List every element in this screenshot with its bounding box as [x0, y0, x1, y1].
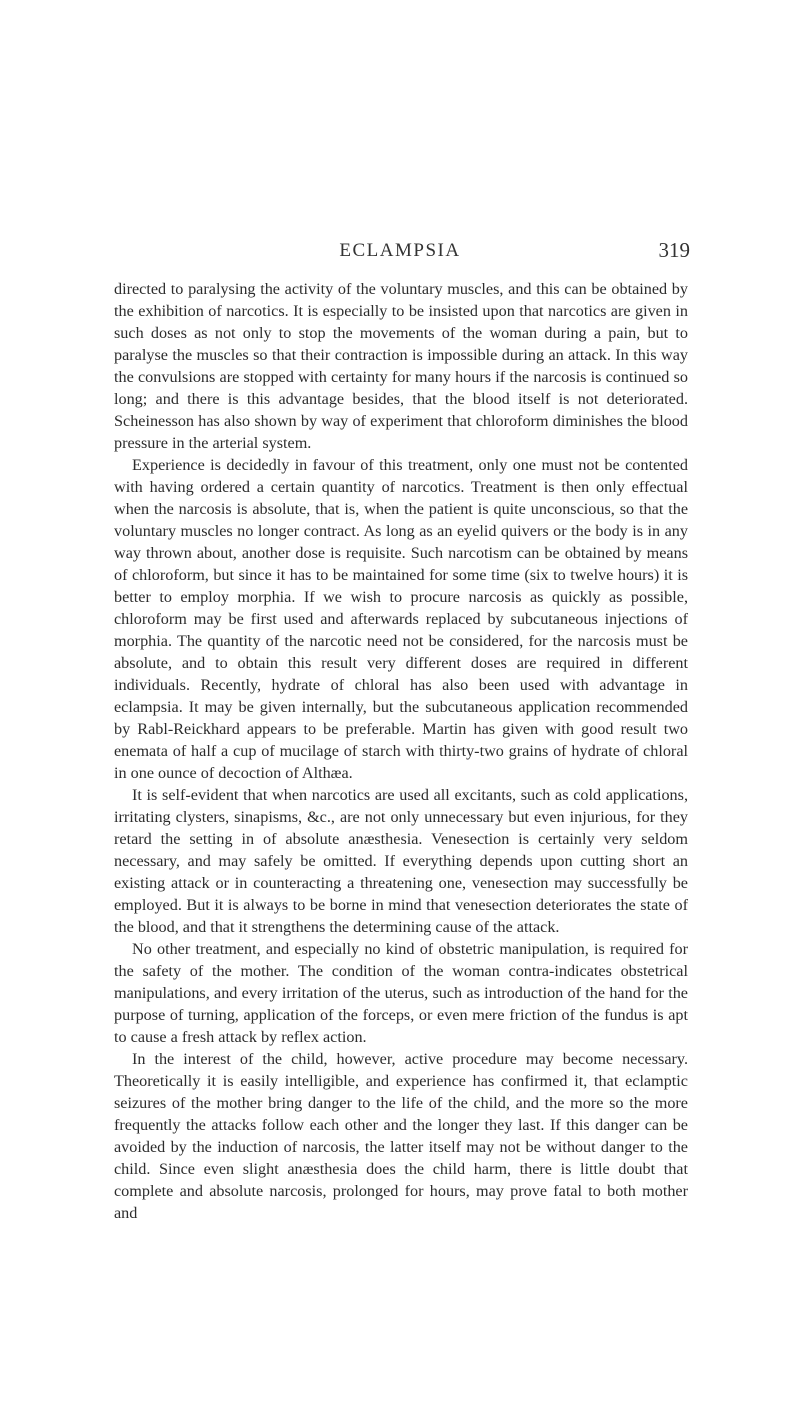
- paragraph: directed to paralysing the activity of the voluntary muscles, and this can be obtained by the exhibition of narcotics. It is especially to be insisted upon that narcotics are given in such doses as not only to stop the movements of the woman during a pain, but to paralyse the muscles so that their contraction is impossible during an attack. In this way the convulsions are stopped with certainty for many hours if the narcosis is continued so long; and there is this advantage besides, that the blood itself is not deteriorated. Scheinesson has also shown by way of experiment that chloroform diminishes the blood pressure in the arterial system.: [114, 280, 688, 452]
- page-number: 319: [658, 238, 690, 262]
- paragraph: It is self-evident that when narcotics are used all excitants, such as cold applications, irritating clysters, sinapisms, &c., are not only unnecessary but even injurious, for they retard the setting in of absolute anæsthesia. Venesection is certainly very seldom necessary, and may safely be omitted. If everything depends upon cutting short an existing attack or in counteracting a threatening one, venesection may successfully be employed. But it is always to be borne in mind that venesection deteriorates the state of the blood, and that it strengthens the determining cause of the attack.: [114, 786, 688, 936]
- running-title: ECLAMPSIA: [339, 240, 461, 261]
- body-text: [114, 278, 688, 1224]
- paragraph: No other treatment, and especially no kind of obstetric manipulation, is required for the safety of the mother. The condition of the woman contra-indicates obstetrical manipulations, and every irritation of the uterus, such as introduction of the hand for the purpose of turning, application of the forceps, or even mere friction of the fundus is apt to cause a fresh attack by reflex action.: [114, 940, 688, 1046]
- running-head: [0, 240, 800, 280]
- paragraph: Experience is decidedly in favour of this treatment, only one must not be contented with having ordered a certain quantity of narcotics. Treatment is then only effectual when the narcosis is absolute, that is, when the patient is quite unconscious, so that the voluntary muscles no longer contract. As long as an eyelid quivers or the body is in any way thrown about, another dose is requisite. Such narcotism can be obtained by means of chloroform, but since it has to be maintained for some time (six to twelve hours) it is better to employ morphia. If we wish to procure narcosis as quickly as possible, chloroform may be first used and afterwards replaced by subcutaneous injections of morphia. The quantity of the narcotic need not be considered, for the narcosis must be absolute, and to obtain this result very different doses are required in different individuals. Recently, hydrate of chloral has also been used with advantage in eclampsia. It may be given internally, but the subcutaneous application recommended by Rabl-Reickhard appears to be preferable. Martin has given with good result two enemata of half a cup of mucilage of starch with thirty-two grains of hydrate of chloral in one ounce of decoction of Althæa.: [114, 456, 688, 782]
- paragraph: In the interest of the child, however, active procedure may become necessary. Theoretically it is easily intelligible, and experience has confirmed it, that eclamptic seizures of the mother bring danger to the life of the child, and the more so the more frequently the attacks follow each other and the longer they last. If this danger can be avoided by the induction of narcosis, the latter itself may not be without danger to the child. Since even slight anæsthesia does the child harm, there is little doubt that complete and absolute narcosis, prolonged for hours, may prove fatal to both mother and: [114, 1050, 688, 1222]
